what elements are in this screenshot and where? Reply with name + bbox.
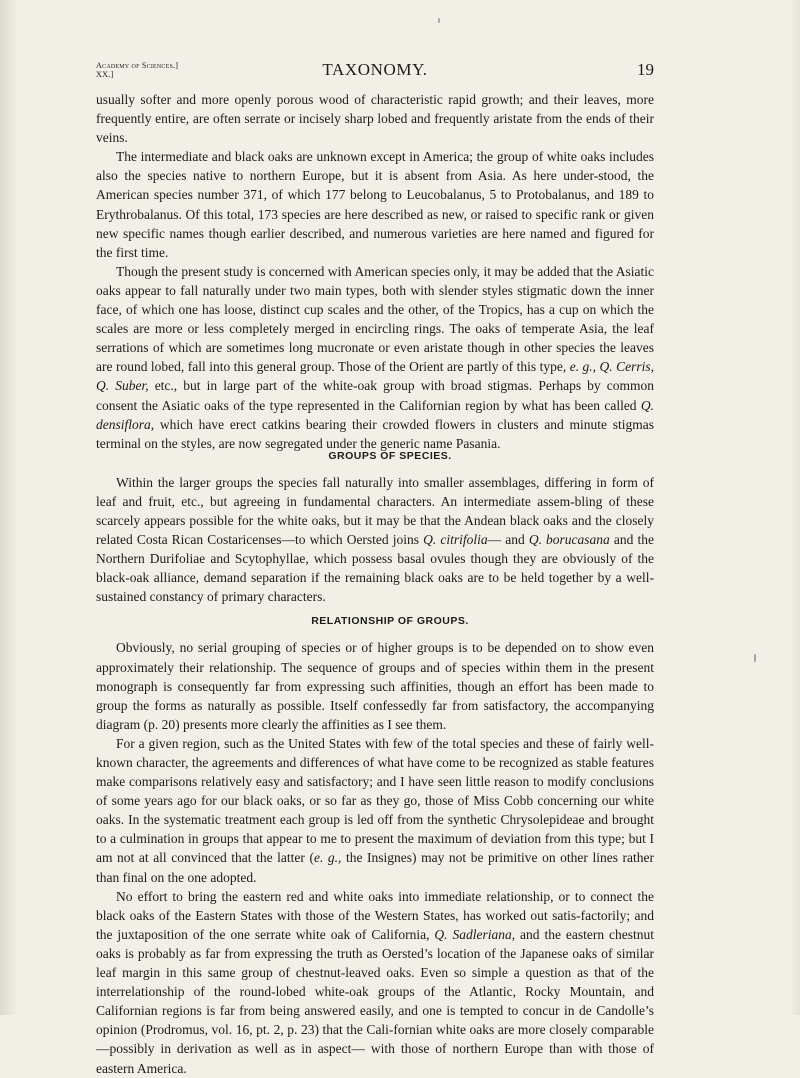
page-gutter-shadow bbox=[0, 0, 18, 1015]
running-head-title: TAXONOMY. bbox=[322, 60, 428, 79]
paragraph bbox=[96, 473, 654, 607]
running-head-journal-line2: XX.] bbox=[96, 70, 114, 79]
section-heading-groups-of-species: GROUPS OF SPECIES. bbox=[328, 449, 452, 462]
paragraph-text: The intermediate and black oaks are unknown except in America; the group of white oaks includes also the species native to northern Europe, but it is absent from Asia. As here under-stood, the American species number 371, of which 177 belong to Leucobalanus, 5 to Protobalanus, and 189 to Erythrobalanus. Of this total, 173 species are here described as new, or raised to specific rank or given new specific names though earlier described, and numerous varieties are here named and figured for the first time. bbox=[96, 149, 654, 260]
paragraph-text: No effort to bring the eastern red and white oaks into immediate relationship, or to connect the black oaks of the Eastern States with those of the Western States, has worked out satis-factorily; and the juxtaposition of the one serrate white oak of California, bbox=[96, 888, 654, 942]
paragraph-text: which have erect catkins bearing their crowded flowers in clusters and minute stigmas terminal on the styles, are now segregated under the generic name Pasania. bbox=[96, 416, 654, 451]
species-name: Q. Sadleriana, bbox=[434, 926, 516, 942]
paragraph bbox=[96, 147, 654, 262]
running-head-journal-line1: Academy of Sciences.] bbox=[96, 61, 179, 70]
paragraph-text: the Insignes) may not be primitive on other lines rather than final on the one adopted. bbox=[96, 850, 655, 885]
paragraph-text: and the eastern chestnut oaks is probably as far from expressing the truth as Oersted’s location of the Japanese oaks of similar leaf margin in this same group of chestnut-leaved oaks. Even so simple a question as that of the interrelationship of the round-lobed white-oak groups of the Atlantic, Rocky Mountain, and Californian regions is far from being answered easily, and one is tempted to concur in de Candolle’s opinion (Prodromus, vol. 16, pt. 2, p. 23) that the Cali-fornian white oaks are more closely comparable—possibly in derivation as well as in aspect— with those of northern Europe than with those of eastern America. bbox=[96, 926, 655, 1076]
paragraph-text: — and bbox=[487, 532, 525, 548]
paragraph bbox=[96, 90, 654, 147]
print-speck bbox=[438, 18, 440, 23]
paragraph bbox=[96, 887, 654, 1078]
paragraph-text: Though the present study is concerned with American species only, it may be added that the Asiatic oaks appear to fall naturally under two main types, both with slender styles stigmatic down the inner face, of which one has loose, distinct cup scales and the other, of the Tropics, has a cup on which the scales are more or less completely merged in encircling rings. The oaks of temperate Asia, the leaf serrations of which are sometimes long mucronate or even aristate though in other species the leaves are round lobed, fall into this general group. Those of the Orient are partly of this type, bbox=[96, 263, 654, 375]
page-number: 19 bbox=[637, 60, 654, 79]
italic-text: e. g., bbox=[313, 850, 342, 866]
paragraph-text: Obviously, no serial grouping of species or of higher groups is to be depended on to show even approximately their relationship. The sequence of groups and of species within them in the present monograph is consequently far from expressing such affinities, though an effort has been made to group the forms as naturally as possible. Itself confessedly far from satisfactory, the accompanying diagram (p. 20) presents more clearly the affinities as I see them. bbox=[96, 640, 654, 732]
paragraph-text: For a given region, such as the United States with few of the total species and these of fairly well-known character, the agreements and differences of what have come to be recognized as stable features make comparisons relatively easy and satisfactory; and I have seen little reason to modify conclusions of some years ago for our black oaks, or so far as they go, those of Miss Cobb concerning our white oaks. In the systematic treatment each group is led off from the synthetic Chrysolepideae and brought to a culmination in groups that appear to me to present the maximum of deviation from this type; but I am not at all convinced that the latter ( bbox=[96, 735, 654, 866]
paragraph-text: usually softer and more openly porous wood of characteristic rapid growth; and their leaves, more frequently entire, are often serrate or incisely sharp lobed and frequently aristate from the ends of their veins. bbox=[96, 92, 654, 146]
page-edge bbox=[790, 0, 800, 1015]
species-name: Q. densiflora, bbox=[96, 397, 654, 432]
species-name: Q. Suber, bbox=[96, 378, 149, 394]
italic-text: e. g., bbox=[569, 359, 597, 375]
species-name: Q. Cerris, bbox=[599, 359, 654, 375]
body-text bbox=[96, 90, 654, 1078]
paragraph bbox=[96, 638, 654, 733]
species-name: Q. borucasana bbox=[528, 532, 610, 548]
section-heading-relationship-of-groups: RELATIONSHIP OF GROUPS. bbox=[311, 615, 469, 628]
print-speck bbox=[754, 654, 756, 662]
paragraph-text: etc., but in large part of the white-oak group with broad stigmas. Perhaps by common consent the Asiatic oaks of the type represented in the Californian region by what has been called bbox=[96, 378, 654, 413]
paragraph bbox=[96, 734, 654, 887]
paragraph-text: Within the larger groups the species fall naturally into smaller assemblages, differing in form of leaf and fruit, etc., but agreeing in fundamental characters. An intermediate assem-bling of these scarcely appears possible for the white oaks, but it may be that the Andean black oaks and the closely related Costa Rican Costaricenses—to which Oersted joins bbox=[96, 474, 654, 548]
species-name: Q. citrifolia bbox=[423, 532, 488, 548]
running-header bbox=[96, 59, 654, 85]
paragraph-text: and the Northern Durifoliae and Scytophyllae, which possess basal ovules though they are obviously of the black-oak alliance, demand separation if the remaining black oaks are to be held together by a well-sustained constancy of primary characters. bbox=[96, 532, 655, 605]
paragraph bbox=[96, 262, 654, 453]
